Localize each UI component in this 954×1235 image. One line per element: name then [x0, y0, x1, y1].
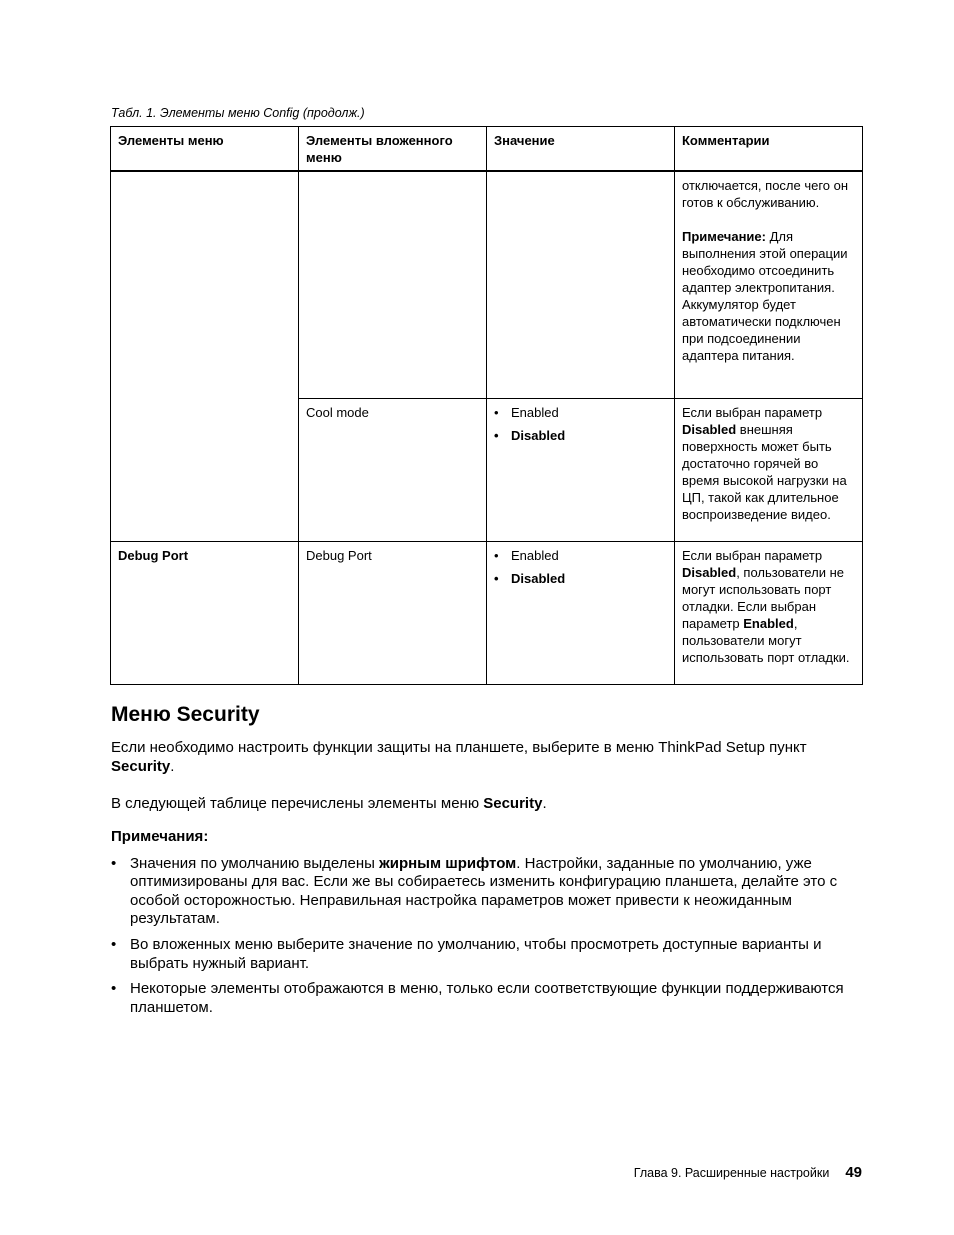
notes-heading: Примечания:: [111, 828, 209, 845]
comment-text: , пользователи не могут использовать порт отладки. Если выбран параметр: [682, 564, 844, 631]
comment-text: Если выбран параметр: [682, 547, 823, 563]
option-item: [494, 547, 667, 564]
cell-submenu: Debug Port: [299, 541, 487, 684]
comment-text: Если выбран параметр: [682, 404, 823, 420]
note-text: Значения по умолчанию выделены: [130, 855, 380, 872]
bullet-icon: •: [494, 570, 499, 586]
bullet-icon: •: [111, 980, 117, 998]
bullet-icon: •: [494, 404, 499, 420]
cell-comment: [675, 541, 863, 684]
note-label: Примечание:: [682, 229, 766, 244]
option-enabled: Enabled: [511, 547, 559, 563]
cell-submenu-empty: [299, 171, 487, 398]
page-footer: [634, 1164, 862, 1181]
bullet-icon: •: [111, 936, 117, 954]
bullet-icon: •: [494, 547, 499, 563]
table-caption: Табл. 1. Элементы меню Config (продолж.): [111, 106, 365, 120]
note-text: Некоторые элементы отображаются в меню, только если соответствующие функции поддерживаются планшетом.: [130, 980, 844, 1016]
cell-menu-empty: [111, 171, 299, 541]
header-comments: Комментарии: [675, 127, 863, 172]
list-item: [111, 855, 863, 929]
intro-text: .: [170, 758, 175, 775]
table-row: [111, 541, 863, 684]
bullet-icon: •: [494, 427, 499, 443]
note-text: . Настройки, заданные по умолчанию, уже оптимизированы для вас. Если же вы собираетесь изменить конфигурацию планшета, делайте это с особой осторожностью. Неправильная настройка параметров может привести к неожиданным результатам.: [130, 855, 838, 928]
intro-paragraph: [111, 738, 863, 776]
option-item: [494, 427, 667, 444]
table-header-row: [111, 127, 863, 172]
comment-bold: Disabled: [682, 564, 737, 580]
footer-chapter: Глава 9. Расширенные настройки: [633, 1166, 830, 1180]
option-item: [494, 404, 667, 421]
cell-comment: [675, 398, 863, 541]
cell-menu: Debug Port: [111, 541, 299, 684]
config-menu-table: [110, 126, 863, 685]
header-menu-items: Элементы меню: [111, 127, 299, 172]
note-text: Во вложенных меню выберите значение по умолчанию, чтобы просмотреть доступные варианты и выбрать нужный вариант.: [130, 936, 822, 972]
note-bold: жирным шрифтом: [379, 855, 517, 872]
notes-list: [111, 855, 863, 1025]
list-item: [111, 936, 863, 973]
bullet-icon: •: [111, 855, 117, 872]
comment-text: , пользователи могут использовать порт отладки.: [682, 615, 850, 665]
cell-value: [487, 541, 675, 684]
option-item: [494, 570, 667, 587]
list-text: .: [542, 795, 547, 812]
header-submenu-items: Элементы вложенного меню: [299, 127, 487, 172]
comment-text: внешняя поверхность может быть достаточно горячей во время высокой нагрузки на ЦП, такой как длительное воспроизведение видео.: [682, 421, 847, 522]
intro-bold: Security: [111, 758, 171, 775]
cell-value-empty: [487, 171, 675, 398]
intro-text: Если необходимо настроить функции защиты на планшете, выберите в меню ThinkPad Setup пункт: [111, 739, 807, 756]
list-text: В следующей таблице перечислены элементы меню: [111, 795, 484, 812]
table-row: [111, 171, 863, 398]
option-enabled: Enabled: [511, 404, 559, 420]
header-value: Значение: [487, 127, 675, 172]
list-bold: Security: [483, 795, 543, 812]
list-item: [111, 980, 863, 1017]
comment-bold: Disabled: [682, 421, 737, 437]
section-title: Меню Security: [111, 703, 260, 726]
list-paragraph: [111, 794, 863, 813]
option-disabled: Disabled: [511, 427, 566, 443]
comment-bold: Enabled: [743, 615, 794, 631]
note-text: Для выполнения этой операции необходимо отсоединить адаптер электропитания. Аккумулятор будет автоматически подключен при подсоединении адаптера питания.: [682, 229, 848, 363]
cell-comment: [675, 171, 863, 398]
cell-value: [487, 398, 675, 541]
cell-submenu: Cool mode: [299, 398, 487, 541]
page-number: 49: [845, 1164, 862, 1181]
option-disabled: Disabled: [511, 570, 566, 586]
comment-text: отключается, после чего он готов к обслуживанию.: [682, 178, 849, 210]
